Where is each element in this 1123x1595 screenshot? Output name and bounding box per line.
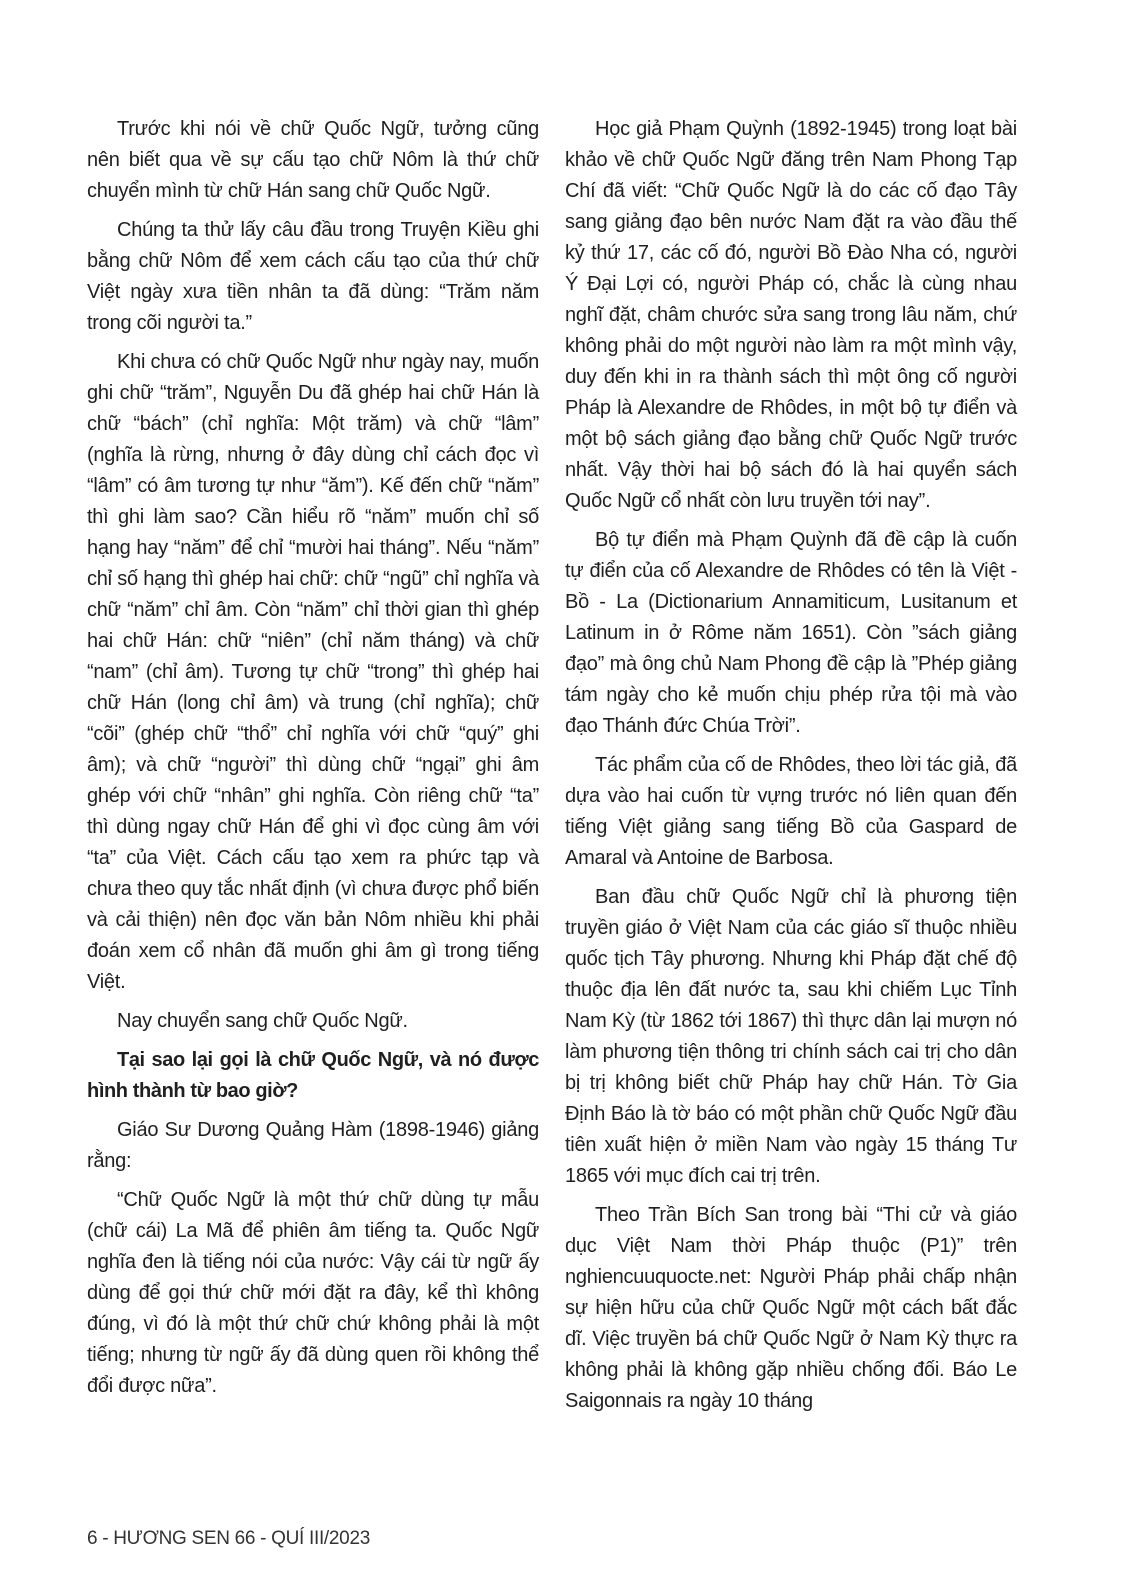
section-heading: Tại sao lại gọi là chữ Quốc Ngữ, và nó được hình thành từ bao giờ? xyxy=(87,1049,539,1102)
page-footer: 6 - HƯƠNG SEN 66 - QUÍ III/2023 xyxy=(87,1528,370,1549)
paragraph: Tác phẩm của cố de Rhôdes, theo lời tác giả, đã dựa vào hai cuốn từ vựng trước nó liên quan đến tiếng Việt giảng sang tiếng Bồ của Gaspard de Amaral và Antoine de Barbosa. xyxy=(565,754,1017,869)
left-column xyxy=(87,114,539,1410)
paragraph: Chúng ta thử lấy câu đầu trong Truyện Kiều ghi bằng chữ Nôm để xem cách cấu tạo của thứ chữ Việt ngày xưa tiền nhân ta đã dùng: “Trăm năm trong cõi người ta.” xyxy=(87,219,539,334)
paragraph: Học giả Phạm Quỳnh (1892-1945) trong loạt bài khảo về chữ Quốc Ngữ đăng trên Nam Phong Tạp Chí đã viết: “Chữ Quốc Ngữ là do các cố đạo Tây sang giảng đạo bên nước Nam đặt ra vào đầu thế kỷ thứ 17, các cố đó, người Bồ Đào Nha có, người Ý Đại Lợi có, người Pháp có, chắc là cùng nhau nghĩ đặt, châm chước sửa sang trong lâu năm, chứ không phải do một người nào làm ra một mình vậy, duy đến khi in ra thành sách thì một ông cố người Pháp là Alexandre de Rhôdes, in một bộ tự điển và một bộ sách giảng đạo bằng chữ Quốc Ngữ trước nhất. Vậy thời hai bộ sách đó là hai quyển sách Quốc Ngữ cổ nhất còn lưu truyền tới nay”. xyxy=(565,118,1017,512)
paragraph: Bộ tự điển mà Phạm Quỳnh đã đề cập là cuốn tự điển của cố Alexandre de Rhôdes có tên là Việt - Bồ - La (Dictionarium Annamiticum, Lusitanum et Latinum in ở Rôme năm 1651). Còn ”sách giảng đạo” mà ông chủ Nam Phong đề cập là ”Phép giảng tám ngày cho kẻ muốn chịu phép rửa tội mà vào đạo Thánh đức Chúa Trời”. xyxy=(565,529,1017,737)
paragraph: Khi chưa có chữ Quốc Ngữ như ngày nay, muốn ghi chữ “trăm”, Nguyễn Du đã ghép hai chữ Hán là chữ “bách” (chỉ nghĩa: Một trăm) và chữ “lâm” (nghĩa là rừng, nhưng ở đây dùng chỉ cách đọc vì “lâm” có âm tương tự như “ăm”). Kế đến chữ “năm” thì ghi làm sao? Cần hiểu rõ “năm” muốn chỉ số hạng hay “năm” để chỉ “mười hai tháng”. Nếu “năm” chỉ số hạng thì ghép hai chữ: chữ “ngũ” chỉ nghĩa và chữ “năm” chỉ âm. Còn “năm” chỉ thời gian thì ghép hai chữ Hán: chữ “niên” (chỉ năm tháng) và chữ “nam” (chỉ âm). Tương tự chữ “trong” thì ghép hai chữ Hán (long chỉ âm) và trung (chỉ nghĩa); chữ “cõi” (ghép chữ “thổ” chỉ nghĩa với chữ “quý” ghi âm); và chữ “người” thì dùng chữ “ngại” ghi âm ghép với chữ “nhân” ghi nghĩa. Còn riêng chữ “ta” thì dùng ngay chữ Hán để ghi vì đọc cùng âm với “ta” của Việt. Cách cấu tạo xem ra phức tạp và chưa theo quy tắc nhất định (vì chưa được phổ biến và cải thiện) nên đọc văn bản Nôm nhiều khi phải đoán xem cổ nhân đã muốn ghi âm gì trong tiếng Việt. xyxy=(87,351,539,993)
paragraph: Giáo Sư Dương Quảng Hàm (1898-1946) giảng rằng: xyxy=(87,1119,539,1172)
paragraph: Theo Trần Bích San trong bài “Thi cử và giáo dục Việt Nam thời Pháp thuộc (P1)” trên nghiencuuquocte.net: Người Pháp phải chấp nhận sự hiện hữu của chữ Quốc Ngữ một cách bất đắc dĩ. Việc truyền bá chữ Quốc Ngữ ở Nam Kỳ thực ra không phải là không gặp nhiều chống đối. Báo Le Saigonnais ra ngày 10 tháng xyxy=(565,1204,1017,1412)
paragraph: Nay chuyển sang chữ Quốc Ngữ. xyxy=(117,1010,408,1032)
paragraph: Ban đầu chữ Quốc Ngữ chỉ là phương tiện truyền giáo ở Việt Nam của các giáo sĩ thuộc nhiều quốc tịch Tây phương. Nhưng khi Pháp đặt chế độ thuộc địa lên đất nước ta, sau khi chiếm Lục Tỉnh Nam Kỳ (từ 1862 tới 1867) thì thực dân lại mượn nó làm phương tiện thông tri chính sách cai trị cho dân bị trị không biết chữ Pháp hay chữ Hán. Tờ Gia Định Báo là tờ báo có một phần chữ Quốc Ngữ đầu tiên xuất hiện ở miền Nam vào ngày 15 tháng Tư 1865 với mục đích cai trị trên. xyxy=(565,886,1017,1187)
quote-paragraph: “Chữ Quốc Ngữ là một thứ chữ dùng tự mẫu (chữ cái) La Mã để phiên âm tiếng ta. Quốc Ngữ nghĩa đen là tiếng nói của nước: Vậy cái từ ngữ ấy dùng để gọi thứ chữ mới đặt ra đây, kể thì không đúng, vì đó là một thứ chữ chứ không phải là một tiếng; nhưng từ ngữ ấy đã dùng quen rồi không thể đổi được nữa”. xyxy=(87,1189,539,1397)
right-column xyxy=(565,114,1017,1425)
paragraph: Trước khi nói về chữ Quốc Ngữ, tưởng cũng nên biết qua về sự cấu tạo chữ Nôm là thứ chữ chuyển mình từ chữ Hán sang chữ Quốc Ngữ. xyxy=(87,118,539,202)
